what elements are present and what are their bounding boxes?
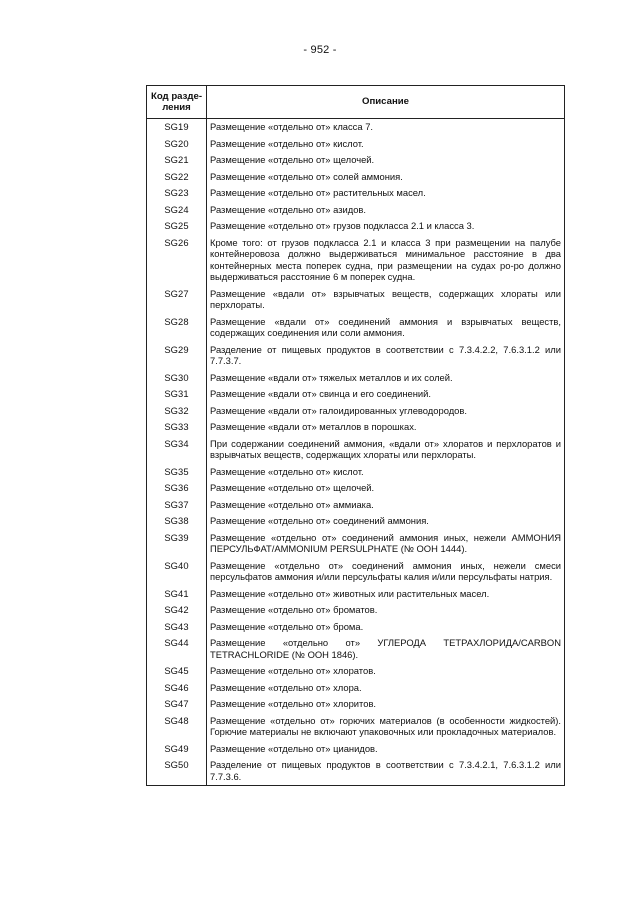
segregation-code: SG31 — [147, 386, 207, 403]
segregation-description: Размещение «отдельно от» аммиака. — [207, 497, 565, 514]
segregation-code: SG40 — [147, 558, 207, 586]
segregation-description: Размещение «вдали от» соединений аммония и взрывчатых веществ, содержащих соединения или соли аммония. — [207, 314, 565, 342]
segregation-description: Размещение «отдельно от» брома. — [207, 619, 565, 636]
table-row — [147, 680, 565, 697]
segregation-description: Размещение «вдали от» взрывчатых веществ, содержащих хлораты или перхлораты. — [207, 286, 565, 314]
table-row — [147, 741, 565, 758]
segregation-code: SG29 — [147, 342, 207, 370]
segregation-code: SG37 — [147, 497, 207, 514]
segregation-code: SG50 — [147, 757, 207, 786]
table-row — [147, 480, 565, 497]
table-row — [147, 586, 565, 603]
segregation-description: Размещение «вдали от» металлов в порошках. — [207, 419, 565, 436]
segregation-code: SG25 — [147, 218, 207, 235]
table-row — [147, 202, 565, 219]
segregation-description: Размещение «отдельно от» соединений аммония иных, нежели смеси персульфатов аммония и/или персульфаты калия и/или персульфаты натрия. — [207, 558, 565, 586]
table-body — [147, 119, 565, 786]
table-row — [147, 663, 565, 680]
table-row — [147, 558, 565, 586]
segregation-code: SG39 — [147, 530, 207, 558]
segregation-description: Размещение «отдельно от» кислот. — [207, 136, 565, 153]
segregation-description: Размещение «отдельно от» животных или растительных масел. — [207, 586, 565, 603]
segregation-description: Размещение «отдельно от» броматов. — [207, 602, 565, 619]
page-number: - 952 - — [303, 44, 337, 56]
table-row — [147, 185, 565, 202]
segregation-code: SG20 — [147, 136, 207, 153]
table-row — [147, 403, 565, 420]
segregation-code: SG49 — [147, 741, 207, 758]
segregation-code: SG47 — [147, 696, 207, 713]
segregation-description: Размещение «отдельно от» кислот. — [207, 464, 565, 481]
table-row — [147, 119, 565, 136]
segregation-code: SG24 — [147, 202, 207, 219]
table-row — [147, 513, 565, 530]
segregation-description: При содержании соединений аммония, «вдали от» хлоратов и перхлоратов и взрывчатых веществ, содержащих хлораты или перхлораты. — [207, 436, 565, 464]
segregation-code: SG23 — [147, 185, 207, 202]
segregation-code: SG45 — [147, 663, 207, 680]
segregation-description: Размещение «вдали от» галоидированных углеводородов. — [207, 403, 565, 420]
table-row — [147, 757, 565, 786]
segregation-code: SG41 — [147, 586, 207, 603]
segregation-description: Размещение «отдельно от» хлоратов. — [207, 663, 565, 680]
segregation-description: Размещение «отдельно от» щелочей. — [207, 152, 565, 169]
segregation-description: Размещение «отдельно от» горючих материалов (в особенности жидкостей). Горючие материалы не включают упаковочных или прокладочных материалов. — [207, 713, 565, 741]
segregation-code: SG21 — [147, 152, 207, 169]
segregation-code: SG26 — [147, 235, 207, 286]
table-row — [147, 169, 565, 186]
segregation-code: SG38 — [147, 513, 207, 530]
segregation-code: SG32 — [147, 403, 207, 420]
table-row — [147, 314, 565, 342]
segregation-code: SG28 — [147, 314, 207, 342]
segregation-code: SG36 — [147, 480, 207, 497]
segregation-code: SG33 — [147, 419, 207, 436]
segregation-code: SG27 — [147, 286, 207, 314]
table-row — [147, 136, 565, 153]
segregation-code: SG34 — [147, 436, 207, 464]
segregation-description: Размещение «отдельно от» щелочей. — [207, 480, 565, 497]
segregation-code: SG44 — [147, 635, 207, 663]
table-row — [147, 464, 565, 481]
table-row — [147, 436, 565, 464]
table-row — [147, 419, 565, 436]
segregation-description: Размещение «отдельно от» УГЛЕРОДА ТЕТРАХЛОРИДА/CARBON TETRACHLORIDE (№ ООН 1846). — [207, 635, 565, 663]
segregation-description: Размещение «отдельно от» хлора. — [207, 680, 565, 697]
segregation-code: SG42 — [147, 602, 207, 619]
segregation-description: Размещение «отдельно от» азидов. — [207, 202, 565, 219]
segregation-codes-table — [146, 85, 565, 786]
table-header-row — [147, 86, 565, 119]
segregation-description: Размещение «отдельно от» соединений аммония. — [207, 513, 565, 530]
segregation-code: SG19 — [147, 119, 207, 136]
segregation-code: SG30 — [147, 370, 207, 387]
table-row — [147, 696, 565, 713]
table-row — [147, 286, 565, 314]
segregation-description: Размещение «отдельно от» солей аммония. — [207, 169, 565, 186]
table-row — [147, 152, 565, 169]
table-row — [147, 713, 565, 741]
segregation-code: SG46 — [147, 680, 207, 697]
table-row — [147, 530, 565, 558]
segregation-description: Размещение «вдали от» свинца и его соединений. — [207, 386, 565, 403]
segregation-code: SG48 — [147, 713, 207, 741]
table-row — [147, 342, 565, 370]
segregation-code: SG43 — [147, 619, 207, 636]
column-header-description: Описание — [207, 86, 565, 119]
table-row — [147, 497, 565, 514]
segregation-description: Размещение «вдали от» тяжелых металлов и их солей. — [207, 370, 565, 387]
table-row — [147, 386, 565, 403]
segregation-description: Размещение «отдельно от» класса 7. — [207, 119, 565, 136]
table-row — [147, 602, 565, 619]
segregation-description: Размещение «отдельно от» хлоритов. — [207, 696, 565, 713]
column-header-code: Код разде-ления — [147, 86, 207, 119]
segregation-code: SG22 — [147, 169, 207, 186]
table-row — [147, 218, 565, 235]
segregation-description: Кроме того: от грузов подкласса 2.1 и класса 3 при размещении на палубе контейнеровоза должно выдерживаться минимальное расстояние в два контейнерных места поперек судна, при размещении на судах ро-ро должно выдерживаться расстояние 6 м поперек судна. — [207, 235, 565, 286]
segregation-code: SG35 — [147, 464, 207, 481]
segregation-description: Разделение от пищевых продуктов в соответствии с 7.3.4.2.2, 7.6.3.1.2 или 7.7.3.7. — [207, 342, 565, 370]
table-row — [147, 370, 565, 387]
segregation-description: Размещение «отдельно от» соединений аммония иных, нежели АММОНИЯ ПЕРСУЛЬФАТ/AMMONIUM PERSULPHATE (№ ООН 1444). — [207, 530, 565, 558]
table-row — [147, 235, 565, 286]
segregation-description: Размещение «отдельно от» цианидов. — [207, 741, 565, 758]
table-row — [147, 635, 565, 663]
segregation-description: Разделение от пищевых продуктов в соответствии с 7.3.4.2.1, 7.6.3.1.2 или 7.7.3.6. — [207, 757, 565, 786]
segregation-description: Размещение «отдельно от» грузов подкласса 2.1 и класса 3. — [207, 218, 565, 235]
table-header — [147, 86, 565, 119]
segregation-description: Размещение «отдельно от» растительных масел. — [207, 185, 565, 202]
table-row — [147, 619, 565, 636]
